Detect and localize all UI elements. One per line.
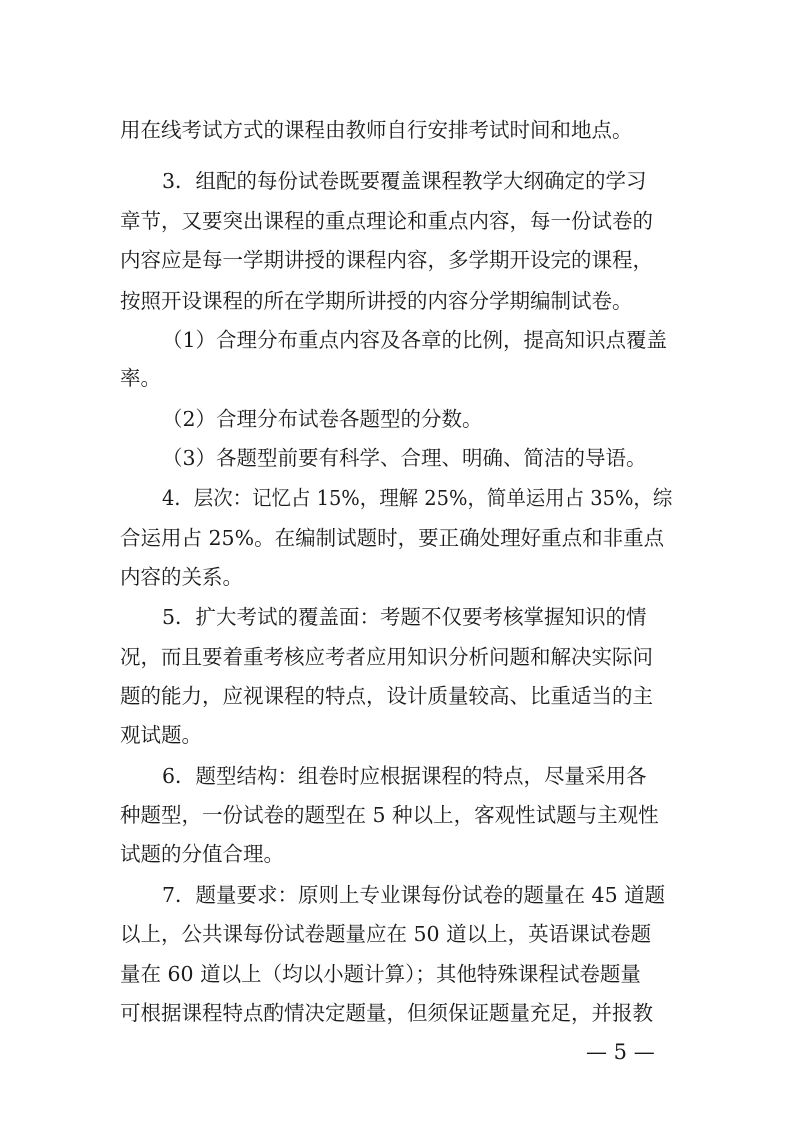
text-line: 6．题型结构：组卷时应根据课程的特点，尽量采用各 [162,764,647,788]
text-line: 试题的分值合理。 [120,842,284,866]
text-line: 按照开设课程的所在学期所讲授的内容分学期编制试卷。 [120,289,633,313]
text-line: 5．扩大考试的覆盖面：考题不仅要考核掌握知识的情 [162,605,647,629]
text-line: 章节，又要突出课程的重点理论和重点内容，每一份试卷的 [120,209,653,233]
text-line: （1）合理分布重点内容及各章的比例，提高知识点覆盖 [162,328,668,352]
text-line: 况，而且要着重考核应考者应用知识分析问题和解决实际问 [120,645,653,669]
page-number: — 5 — [586,1040,655,1064]
text-line: 可根据课程特点酌情决定题量，但须保证题量充足，并报教 [120,1001,653,1025]
text-line: 种题型，一份试卷的题型在 5 种以上，客观性试题与主观性 [120,803,659,827]
text-line: 观试题。 [120,723,202,747]
text-line: 3．组配的每份试卷既要覆盖课程教学大纲确定的学习 [162,169,647,193]
text-line: 率。 [120,366,161,390]
text-line: 合运用占 25%。在编制试题时，要正确处理好重点和非重点 [120,526,665,550]
text-line: 内容的关系。 [120,565,243,589]
text-line: 7．题量要求：原则上专业课每份试卷的题量在 45 道题 [162,883,666,907]
text-line: 量在 60 道以上（均以小题计算）；其他特殊课程试卷题量 [120,962,641,986]
text-line: （3）各题型前要有科学、合理、明确、简洁的导语。 [162,446,647,470]
text-line: 用在线考试方式的课程由教师自行安排考试时间和地点。 [120,118,633,142]
text-line: 以上，公共课每份试卷题量应在 50 道以上，英语课试卷题 [120,922,652,946]
text-line: 题的能力，应视课程的特点，设计质量较高、比重适当的主 [120,684,653,708]
text-line: 内容应是每一学期讲授的课程内容，多学期开设完的课程， [120,248,653,272]
text-line: （2）合理分布试卷各题型的分数。 [162,407,483,431]
text-line: 4．层次：记忆占 15%，理解 25%，简单运用占 35%，综 [162,486,673,510]
